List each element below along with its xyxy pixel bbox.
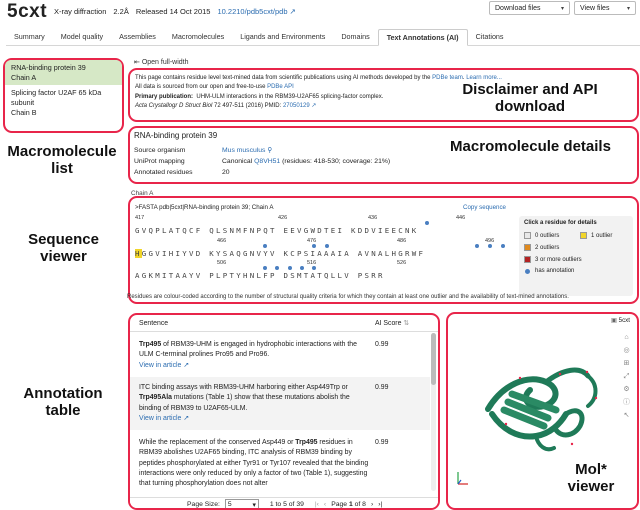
annotation-table (128, 313, 440, 510)
resolution: 2.2Å (113, 7, 129, 16)
callout-details: Macromolecule details (450, 138, 611, 155)
table-row (130, 377, 430, 430)
view-in-article-link[interactable]: View in article ↗ (139, 361, 190, 369)
copy-sequence-button[interactable]: Copy sequence (463, 204, 506, 211)
page-size-select[interactable]: 5 ▾ (225, 499, 259, 510)
first-page-button[interactable]: |‹ (314, 501, 319, 508)
tab-macromolecules[interactable]: Macromolecules (171, 32, 225, 41)
uniprot-link[interactable]: Q8VH51 (254, 157, 281, 165)
chevron-down-icon: ▾ (626, 5, 630, 12)
search-icon: ⚲ (267, 147, 273, 154)
download-files-button[interactable]: Download files ▾ (489, 1, 570, 15)
pdbe-team-link[interactable]: PDBe team (432, 75, 463, 81)
row-range: 1 to 5 of 39 (269, 501, 304, 508)
pdbe-api-link[interactable]: PDBe API (267, 84, 294, 91)
table-row (130, 334, 430, 377)
table-row (130, 432, 430, 496)
chevron-down-icon: ▾ (560, 5, 564, 12)
expand-icon[interactable]: ⤢ (623, 373, 630, 380)
annotation-dot-icon (525, 269, 530, 274)
fasta-header: >FASTA pdb|5cxt|RNA-binding protein 39; Chain A (135, 204, 274, 211)
cube-icon: ▣ (611, 317, 617, 324)
tab-bar (6, 29, 640, 46)
sentence-cell: While the replacement of the conserved Asp449 or Trp495 residues in RBM39 abolishes U2AF65 binding, ITC analysis of RBM39 binding by peptides phosphorylated at either Tyr91 or Tyr107 revealed that the binding interactions were only reduced by only a factor of two (Table 1), suggesting that turning phosphorylation does not alter (139, 439, 369, 488)
last-page-button[interactable]: ›| (378, 501, 383, 508)
annotation-dot[interactable] (425, 221, 429, 225)
tab-citations[interactable]: Citations (475, 32, 504, 41)
callout-molstar: Mol* viewer (567, 461, 615, 496)
source-organism-row: Source organism Mus musculus ⚲ (134, 146, 633, 157)
callout-disclaimer: Disclaimer and API download (462, 81, 598, 116)
sentence-cell: ITC binding assays with RBM39-UHM harboring either Asp449Trp or Trp495Ala mutations (Table 1) show that these mutations abolish the binding of RBM39 to U2AF65-ULM. View in article ↗ (139, 383, 369, 424)
sequence-row: 417 426 436 446 GVQPLATQCF QLSNMFNPQT EEVGWDTEI KDDVIEECNK (135, 215, 466, 235)
outlier-residue[interactable]: H (135, 249, 142, 258)
view-in-article-link[interactable]: View in article ↗ (139, 415, 190, 423)
disclaimer-line2: All data is sourced from our open and free-to-use PDBe API (135, 84, 294, 91)
uniprot-row: UniProt mapping Canonical Q8VH51 (residues: 418-530; coverage: 21%) (134, 157, 391, 165)
residue-legend: Click a residue for details 0 outliers 2 outliers 1 outlier 3 or more outliers has annotation (519, 216, 633, 296)
tab-domains[interactable]: Domains (341, 32, 370, 41)
controls-icon[interactable]: ⊞ (623, 360, 630, 367)
header-meta (54, 7, 296, 16)
mol-item-rbm39[interactable] (5, 60, 122, 85)
sequence-letters[interactable]: HGGVIHIYVD KYSAQGNVYV KCPSIAAAIA AVNALHGRWF (135, 249, 426, 258)
primary-publication: Primary publication: UHM-ULM interactions in the RBM39-U2AF65 splicing-factor complex. (135, 93, 384, 100)
mol-item-u2af65[interactable] (5, 85, 122, 120)
tab-assemblies[interactable]: Assemblies (119, 32, 156, 41)
pdb-id-title: 5cxt (7, 1, 48, 22)
reset-view-icon[interactable]: ⌂ (624, 334, 629, 341)
tab-summary[interactable]: Summary (14, 32, 45, 41)
chain-label: Chain A (131, 190, 154, 197)
expand-icon: ⇤ (134, 59, 140, 66)
ai-score-cell: 0.99 (375, 439, 389, 446)
one-outlier-swatch (580, 232, 587, 239)
sequence-row: 506 516 526 AGKMITAAYV PLPTYHNLFP DSMTATQLLV PSRR (135, 260, 407, 280)
external-link-icon: ↗ (311, 102, 317, 109)
callout-annotation-table: Annotation table (23, 385, 103, 420)
tab-model-quality[interactable]: Model quality (60, 32, 104, 41)
table-pager: Page Size: 5 ▾ 1 to 5 of 39 |‹ ‹ Page 1 of 8 › ›| (130, 497, 438, 510)
settings-icon[interactable]: ⚙ (623, 386, 630, 393)
learn-more-link[interactable]: Learn more... (466, 75, 502, 81)
prev-page-button[interactable]: ‹ (323, 501, 327, 508)
ai-score-cell: 0.99 (375, 341, 389, 348)
sort-icon: ⇅ (403, 320, 410, 327)
structure-id: ▣ 5cxt (611, 317, 630, 324)
three-outlier-swatch (524, 256, 531, 263)
chevron-down-icon: ▾ (252, 501, 256, 509)
next-page-button[interactable]: › (370, 501, 374, 508)
mol-item-name: Splicing factor U2AF 65 kDa subunit (11, 88, 102, 108)
ai-score-cell: 0.99 (375, 384, 389, 391)
organism-link[interactable]: Mus musculus ⚲ (222, 147, 273, 154)
view-files-button[interactable]: View files ▾ (574, 1, 636, 15)
sentence-cell: Trp495 of RBM39-UHM is engaged in hydrophobic interactions with the ULM C-terminal prolines Pro95 and Pro96. View in article ↗ (139, 340, 369, 371)
sequence-viewer (128, 196, 639, 304)
page-indicator: Page 1 of 8 (331, 501, 366, 508)
doi-link[interactable]: 10.2210/pdb5cxt/pdb ↗ (217, 7, 296, 16)
select-icon[interactable]: ↖ (623, 412, 630, 419)
macromolecule-list (3, 58, 124, 133)
zero-outlier-swatch (524, 232, 531, 239)
mol-item-chain: Chain A (11, 72, 37, 82)
col-sentence-header[interactable]: Sentence (139, 319, 169, 327)
sequence-footnote: Residues are colour-coded according to the number of structural quality criteria for which they contain at least one outlier and the availability of text-mined annotations. (127, 294, 569, 300)
tab-text-annotations[interactable]: Text Annotations (AI) (378, 29, 468, 46)
table-header (130, 315, 438, 332)
two-outlier-swatch (524, 244, 531, 251)
screenshot-icon[interactable]: ◎ (623, 347, 630, 354)
sequence-letters[interactable]: AGKMITAAYV PLPTYHNLFP DSMTATQLLV PSRR (135, 271, 385, 280)
release-date: Released 14 Oct 2015 (135, 7, 211, 16)
external-link-icon: ↗ (289, 7, 296, 16)
open-full-width-button[interactable]: ⇤ Open full-width (134, 59, 189, 66)
publication-ref: Acta Crystallogr D Struct Biol 72 497-511 (2016) PMID: 27050129 ↗ (135, 102, 317, 109)
pmid-link[interactable]: 27050129 ↗ (282, 102, 317, 109)
callout-macromolecule-list: Macromolecule list (7, 143, 117, 178)
table-scrollbar[interactable] (431, 333, 436, 491)
method: X-ray diffraction (54, 7, 107, 16)
sequence-letters[interactable]: GVQPLATQCF QLSNMFNPQT EEVGWDTEI KDDVIEECNK (135, 226, 419, 235)
col-ai-score-header[interactable]: AI Score ⇅ (375, 320, 410, 327)
disclaimer-line1: This page contains residue level text-mined data from scientific publications using AI methods developed by the PDBe team. Learn more... (135, 75, 502, 81)
info-icon[interactable]: ⓘ (623, 399, 630, 406)
annotated-residues-row: Annotated residues 20 (134, 168, 230, 176)
callout-sequence-viewer: Sequence viewer (28, 231, 99, 266)
mol-item-name: RNA-binding protein 39 (11, 63, 86, 72)
mol-item-chain: Chain B (11, 107, 37, 117)
tab-ligands[interactable]: Ligands and Environments (240, 32, 326, 41)
sequence-row: 466 476 486 496 HGGVIHIYVD KYSAQGNVYV KCPSIAAAIA AVNALHGRWF (135, 238, 515, 262)
details-title: RNA-binding protein 39 (134, 131, 218, 140)
